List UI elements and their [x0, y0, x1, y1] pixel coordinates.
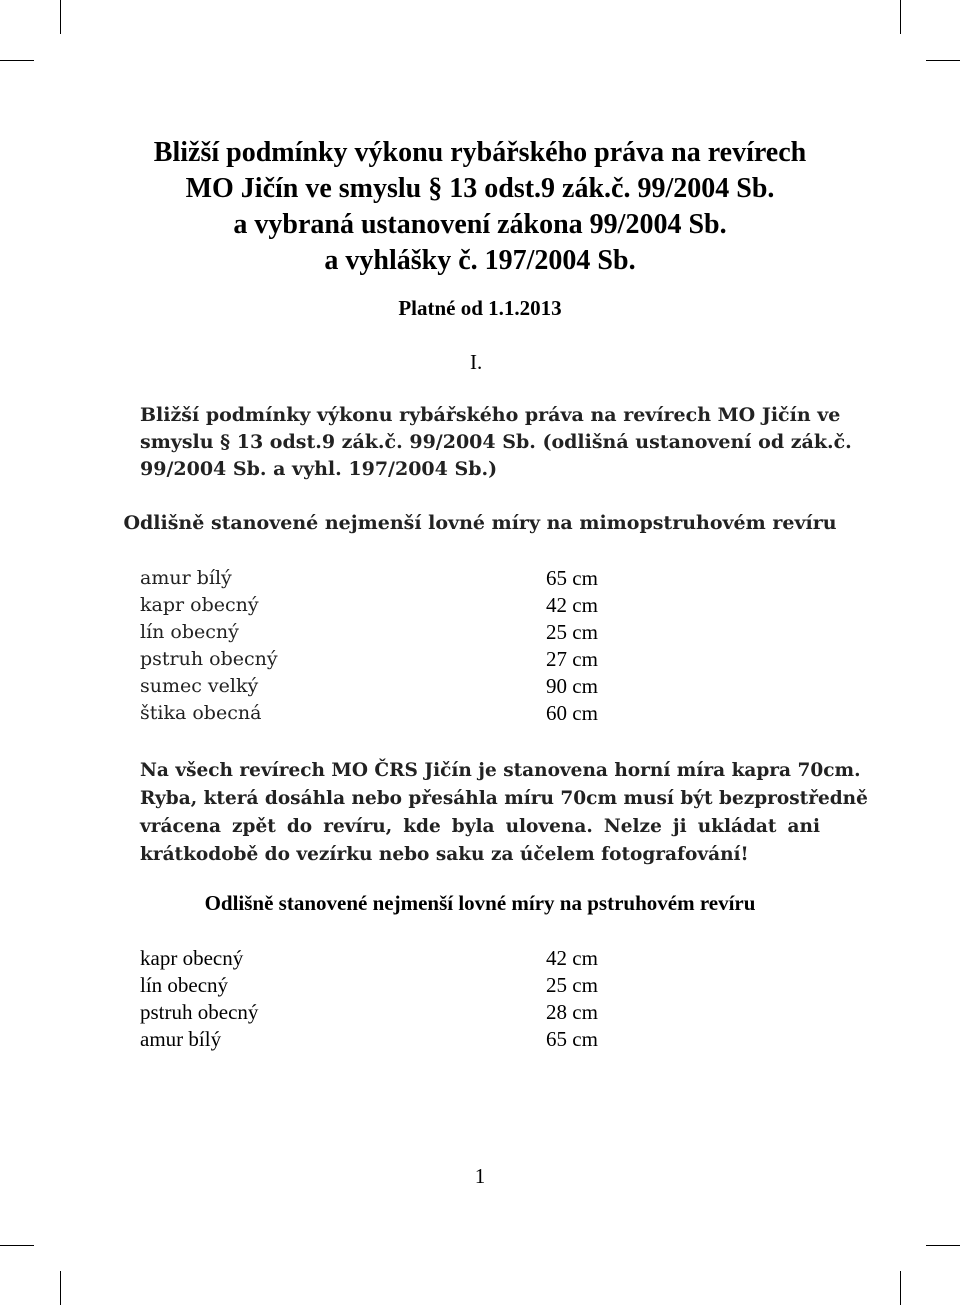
notice-line: Ryba, která dosáhla nebo přesáhla míru 70cm musí být bezprostředně	[140, 788, 868, 809]
table-row	[140, 565, 640, 592]
intro-line: 99/2004 Sb. a vyhl. 197/2004 Sb.)	[140, 458, 498, 480]
table-row	[140, 619, 640, 646]
min-size: 60 cm	[546, 701, 598, 725]
table-row	[140, 646, 640, 673]
title-line: MO Jičín ve smyslu § 13 odst.9 zák.č. 99/2004 Sb.	[185, 173, 775, 204]
table-row	[140, 972, 640, 999]
fish-name: kapr obecný	[140, 594, 259, 616]
min-size: 42 cm	[546, 593, 598, 617]
table-row	[140, 700, 640, 727]
fish-name: lín obecný	[140, 621, 239, 643]
notice-line: krátkodobě do vezírku nebo saku za účelem fotografování!	[140, 844, 749, 865]
min-size: 25 cm	[546, 620, 598, 644]
valid-from: Platné od 1.1.2013	[398, 296, 562, 320]
crop-mark	[926, 1245, 960, 1246]
intro-line: smyslu § 13 odst.9 zák.č. 99/2004 Sb. (odlišná ustanovení od zák.č.	[140, 431, 852, 453]
trout-heading: Odlišně stanovené nejmenší lovné míry na pstruhovém revíru	[204, 891, 756, 915]
carp-notice	[140, 757, 868, 869]
crop-mark	[926, 60, 960, 61]
table-row	[140, 1026, 640, 1053]
table-row	[140, 673, 640, 700]
notice-line: Na všech revírech MO ČRS Jičín je stanovena horní míra kapra 70cm.	[140, 760, 861, 781]
min-size: 28 cm	[546, 1000, 598, 1024]
crop-mark	[900, 0, 901, 34]
table-row	[140, 999, 640, 1026]
min-size: 42 cm	[546, 946, 598, 970]
fish-name: pstruh obecný	[140, 648, 278, 670]
non-trout-heading: Odlišně stanovené nejmenší lovné míry na mimopstruhovém revíru	[123, 512, 837, 534]
page-number: 1	[474, 1164, 486, 1188]
notice-line: vrácena zpět do revíru, kde byla ulovena. Nelze ji ukládat ani	[140, 816, 820, 837]
crop-mark	[60, 1271, 61, 1305]
fish-name: sumec velký	[140, 675, 259, 697]
title-line: Bližší podmínky výkonu rybářského práva na revírech	[153, 137, 807, 168]
trout-table	[140, 945, 640, 1053]
crop-mark	[0, 60, 34, 61]
min-size: 25 cm	[546, 973, 598, 997]
fish-name: amur bílý	[140, 567, 232, 589]
crop-mark	[0, 1245, 34, 1246]
fish-name: lín obecný	[140, 973, 229, 997]
crop-mark	[60, 0, 61, 34]
fish-name: pstruh obecný	[140, 1000, 259, 1024]
non-trout-table	[140, 565, 640, 727]
min-size: 65 cm	[546, 566, 598, 590]
fish-name: amur bílý	[140, 1027, 222, 1051]
fish-name: kapr obecný	[140, 946, 244, 970]
document-title	[0, 135, 960, 279]
crop-mark	[900, 1271, 901, 1305]
intro-line: Bližší podmínky výkonu rybářského práva na revírech MO Jičín ve	[140, 404, 841, 426]
section-number: I.	[470, 350, 483, 374]
min-size: 90 cm	[546, 674, 598, 698]
table-row	[140, 945, 640, 972]
min-size: 65 cm	[546, 1027, 598, 1051]
min-size: 27 cm	[546, 647, 598, 671]
table-row	[140, 592, 640, 619]
title-line: a vyhlášky č. 197/2004 Sb.	[324, 245, 636, 276]
title-line: a vybraná ustanovení zákona 99/2004 Sb.	[233, 209, 727, 240]
section-intro	[140, 402, 852, 483]
fish-name: štika obecná	[140, 702, 262, 724]
